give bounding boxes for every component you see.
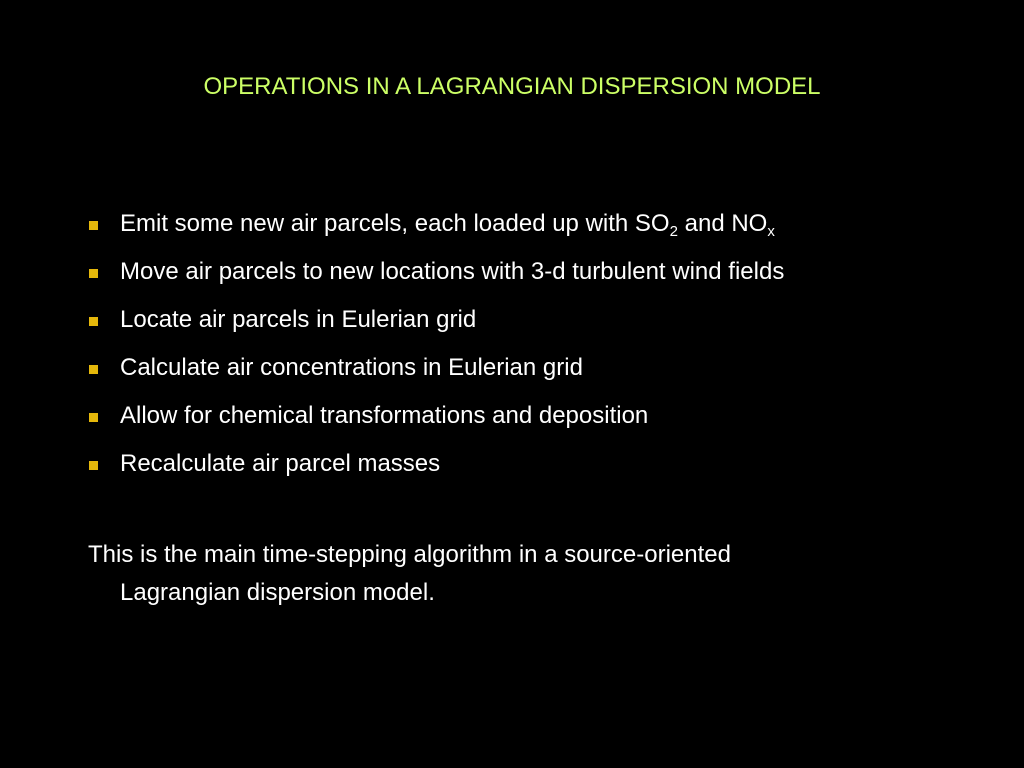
bullet-item-emit-parcels <box>88 202 784 250</box>
square-bullet-icon <box>89 461 98 470</box>
square-bullet-icon <box>89 413 98 422</box>
bullet-item-calculate-concentrations <box>88 346 784 394</box>
bullet-item-locate-parcels <box>88 298 784 346</box>
bullet-item-move-parcels <box>88 250 784 298</box>
bullet-text-middle: and NO <box>677 210 768 237</box>
bullet-item-recalculate-masses <box>88 442 784 490</box>
square-bullet-icon <box>89 317 98 326</box>
algorithm-note <box>88 536 908 612</box>
bullet-text: Allow for chemical transformations and deposition <box>120 402 649 429</box>
so2-subscript: 2 <box>669 223 678 240</box>
bullet-text: Move air parcels to new locations with 3-d turbulent wind fields <box>120 258 785 285</box>
square-bullet-icon <box>89 365 98 374</box>
bullet-text: Calculate air concentrations in Eulerian grid <box>120 354 583 381</box>
bullet-list <box>88 202 784 490</box>
bullet-text: Emit some new air parcels, each loaded up with SO <box>120 210 670 237</box>
square-bullet-icon <box>89 221 98 230</box>
bullet-item-chemical-transformations <box>88 394 784 442</box>
square-bullet-icon <box>89 269 98 278</box>
bullet-text: Recalculate air parcel masses <box>120 450 441 477</box>
nox-subscript: x <box>767 223 775 240</box>
note-line-1: This is the main time-stepping algorithm in a source-oriented <box>88 541 731 568</box>
slide-title: OPERATIONS IN A LAGRANGIAN DISPERSION MODEL <box>203 73 821 100</box>
note-line-2: Lagrangian dispersion model. <box>120 579 435 606</box>
bullet-text: Locate air parcels in Eulerian grid <box>120 306 477 333</box>
